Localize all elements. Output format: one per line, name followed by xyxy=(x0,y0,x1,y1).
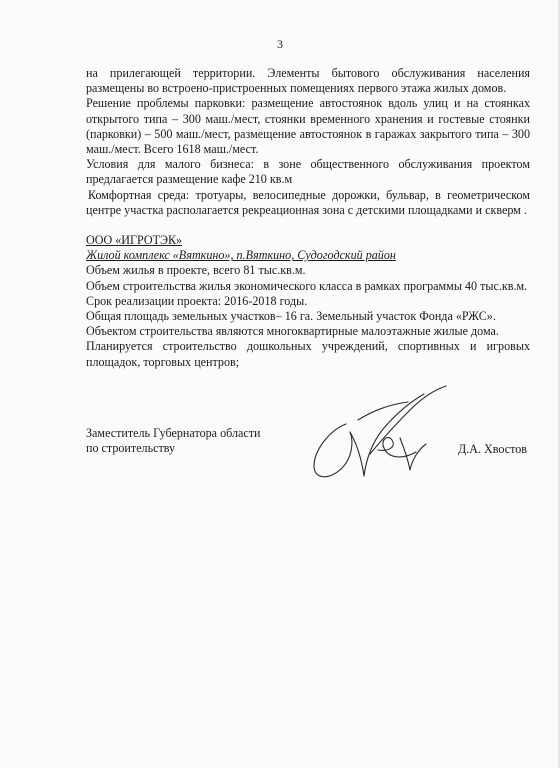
signatory-position-line2: по строительству xyxy=(86,441,176,456)
signatory-name: Д.А. Хвостов xyxy=(458,442,528,456)
handwritten-signature xyxy=(300,380,460,490)
signatory-position-line1: Заместитель Губернатора области xyxy=(86,426,261,440)
paragraph-small-business: Условия для малого бизнеса: в зоне общественного обслуживания проектом предлагается размещение кафе 210 кв.м xyxy=(86,157,530,187)
paragraph-comfort: Комфортная среда: тротуары, велосипедные дорожки, бульвар, в геометрическом центре участка располагается рекреационная зона с детскими площадками и скверм . xyxy=(86,187,530,217)
detail-volume: Объем жилья в проекте, всего 81 тыс.кв.м. xyxy=(86,263,306,278)
detail-term: Срок реализации проекта: 2016-2018 годы. xyxy=(86,293,308,308)
company-name: ООО «ИГРОТЭК» xyxy=(86,233,183,248)
detail-economy: Объем строительства жилья экономического класса в рамках программы 40 тыс.кв.м. xyxy=(86,278,528,293)
detail-plans: Планируется строительство дошкольных учреждений, спортивных и игровых площадок, торговых центров; xyxy=(86,339,530,369)
detail-area: Общая площадь земельных участков– 16 га. Земельный участок Фонда «РЖС». xyxy=(86,309,496,324)
body-text xyxy=(86,66,530,370)
paragraph-parking: Решение проблемы парковки: размещение автостоянок вдоль улиц и на стоянках открытого типа – 300 маш./мест, стоянки временного хранения и гостевые стоянки (парковки) – 500 маш./мест, размещение автостоянок в гаражах закрытого типа – 300 маш./мест. Всего 1618 маш./мест. xyxy=(86,96,530,157)
page-number: 3 xyxy=(277,37,283,51)
project-title: Жилой комплекс «Вяткино», п.Вяткино, Судогодский район xyxy=(86,248,396,263)
paragraph-amenities: на прилегающей территории. Элементы бытового обслуживания населения размещены во встроено-пристроенных помещениях первого этажа жилых домов. xyxy=(86,66,530,96)
detail-object: Объектом строительства являются многоквартирные малоэтажные жилые дома. xyxy=(86,324,499,339)
signatory-position xyxy=(86,426,261,456)
